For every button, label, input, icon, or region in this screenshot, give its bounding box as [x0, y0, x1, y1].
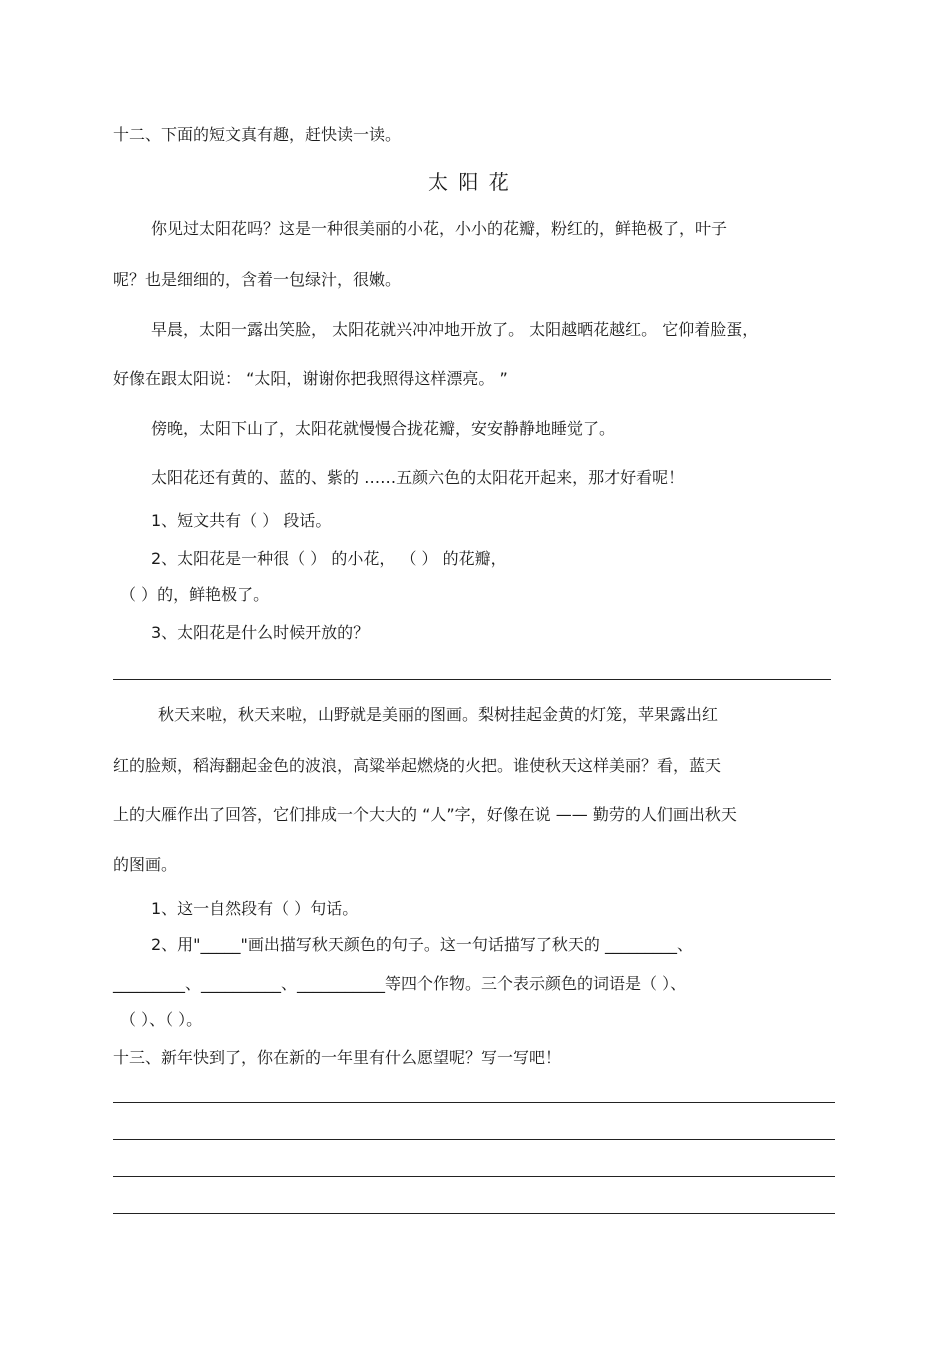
question-2-line-1: 2、太阳花是一种很（ ） 的小花， （ ） 的花瓣， — [151, 549, 507, 568]
paragraph-1-line-2: 呢？也是细细的，含着一包绿汁，很嫩。 — [113, 270, 402, 289]
autumn-paragraph-line-1: 秋天来啦，秋天来啦，山野就是美丽的图画。梨树挂起金黄的灯笼，苹果露出红 — [158, 705, 719, 724]
autumn-question-1: 1、这一自然段有（ ）句话。 — [151, 899, 359, 918]
writing-line-3[interactable] — [113, 1176, 835, 1177]
paragraph-1-line-1: 你见过太阳花吗？这是一种很美丽的小花，小小的花瓣，粉红的，鲜艳极了，叶子 — [151, 219, 728, 238]
autumn-paragraph-line-2: 红的脸颊，稻海翻起金色的波浪，高粱举起燃烧的火把。谁使秋天这样美丽？看，蓝天 — [113, 756, 722, 775]
writing-line-4[interactable] — [113, 1213, 835, 1214]
question-2-line-2: （ ）的，鲜艳极了。 — [120, 585, 270, 604]
autumn-question-2-line-2: _________、__________、___________等四个作物。三个表示颜色的词语是（ ）、 — [113, 974, 687, 993]
paragraph-4: 太阳花还有黄的、蓝的、紫的 ……五颜六色的太阳花开起来，那才好看呢！ — [151, 468, 685, 487]
paragraph-2-line-1: 早晨，太阳一露出笑脸， 太阳花就兴冲冲地开放了。 太阳越晒花越红。 它仰着脸蛋， — [151, 320, 759, 339]
section-13-heading: 十三、新年快到了，你在新的一年里有什么愿望呢？写一写吧！ — [113, 1048, 562, 1067]
question-3: 3、太阳花是什么时候开放的？ — [151, 623, 370, 642]
autumn-question-2-line-1: 2、用"_____"画出描写秋天颜色的句子。这一句话描写了秋天的 _________、 — [151, 935, 693, 954]
writing-line-2[interactable] — [113, 1139, 835, 1140]
question-1: 1、短文共有（ ） 段话。 — [151, 511, 332, 530]
paragraph-3: 傍晚，太阳下山了，太阳花就慢慢合拢花瓣，安安静静地睡觉了。 — [151, 419, 616, 438]
autumn-paragraph-line-4: 的图画。 — [113, 855, 178, 874]
answer-line-question-3[interactable] — [113, 679, 831, 680]
writing-line-1[interactable] — [113, 1102, 835, 1103]
autumn-question-2-line-3: （ ）、（ ）。 — [120, 1010, 203, 1029]
section-12-heading: 十二、下面的短文真有趣，赶快读一读。 — [113, 125, 402, 144]
passage-title: 太 阳 花 — [428, 170, 511, 194]
paragraph-2-line-2: 好像在跟太阳说： “太阳，谢谢你把我照得这样漂亮。 ” — [113, 369, 508, 388]
autumn-paragraph-line-3: 上的大雁作出了回答，它们排成一个大大的 “人”字，好像在说 —— 勤劳的人们画出秋天 — [113, 805, 737, 824]
